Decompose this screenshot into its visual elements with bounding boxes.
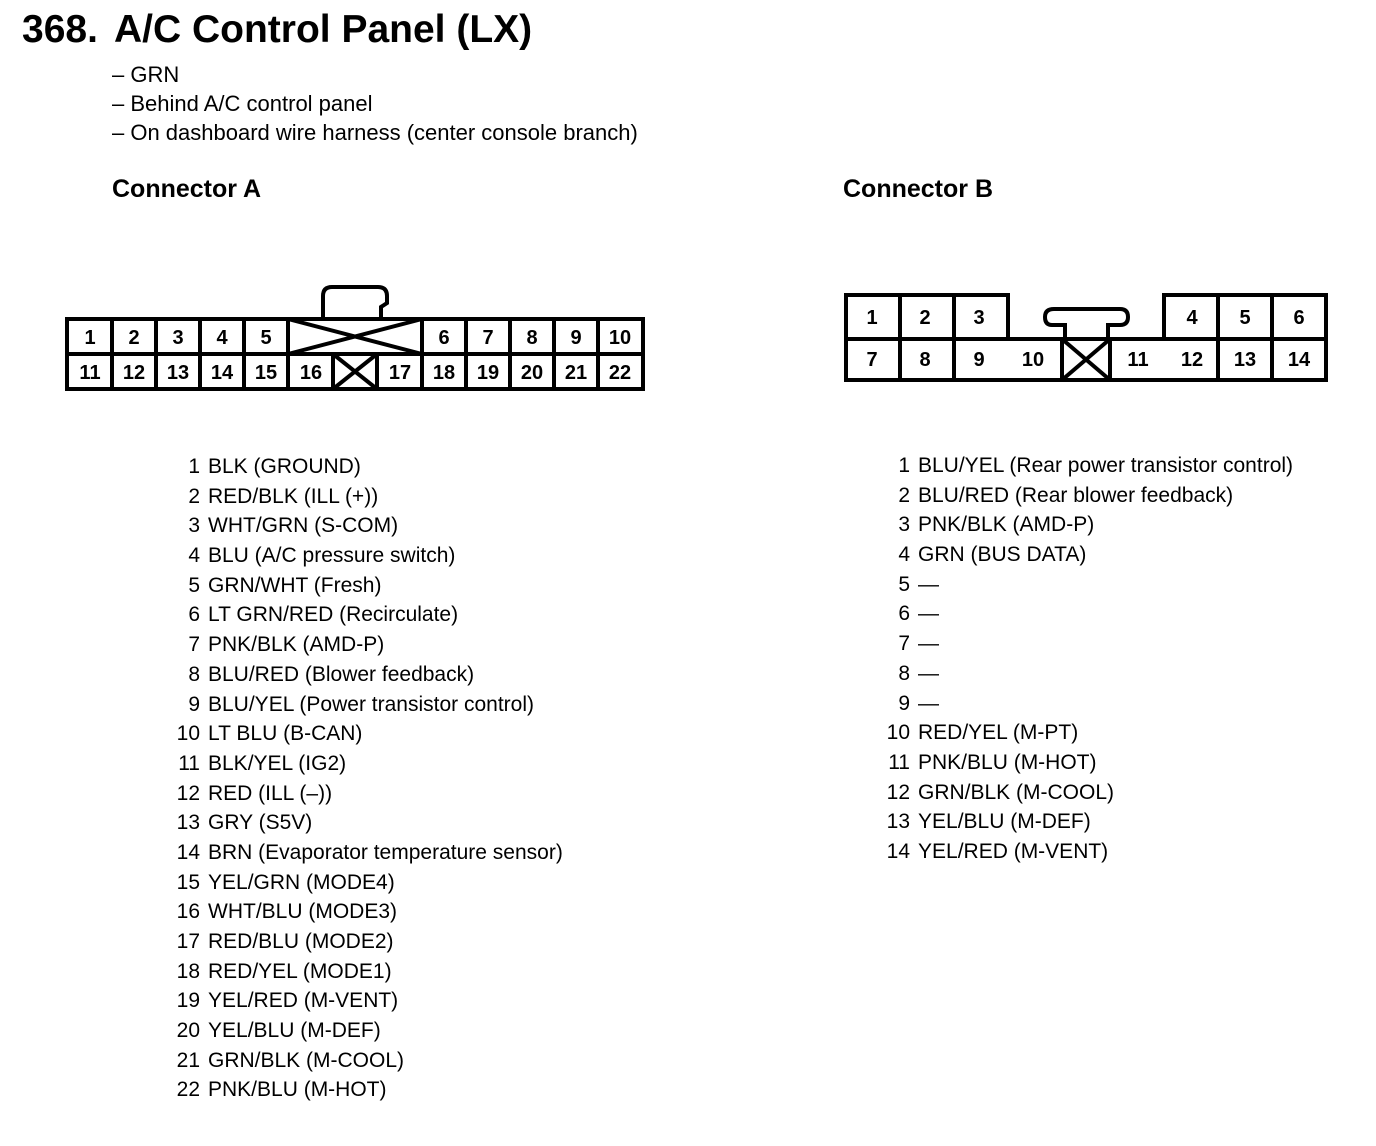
pin-row: [172, 452, 563, 482]
pin-row: [172, 779, 563, 809]
pin-label: 3: [172, 327, 184, 349]
pin-number: 14: [886, 839, 910, 863]
pin-label: 6: [438, 327, 450, 349]
section-title: A/C Control Panel (LX): [114, 8, 533, 51]
pin-row: [882, 807, 1293, 837]
pin-description: BLK/YEL (IG2): [208, 751, 347, 775]
note-item: – GRN: [112, 62, 180, 87]
pin-row: [882, 570, 1293, 600]
pin-description: GRN/WHT (Fresh): [208, 573, 382, 597]
pin-description: —: [918, 572, 939, 596]
pin-number: 6: [898, 602, 910, 626]
pin-description: RED (ILL (–)): [208, 781, 333, 805]
pin-description: BLK (GROUND): [208, 455, 361, 478]
pin-description: LT GRN/RED (Recirculate): [208, 603, 459, 627]
pin-row: [172, 868, 563, 898]
pin-number: 12: [176, 781, 200, 805]
pin-label: 5: [260, 327, 272, 349]
pin-row: [882, 599, 1293, 629]
pin-label: 2: [128, 327, 140, 349]
pin-description: —: [918, 632, 939, 656]
section-number: 368.: [22, 8, 98, 51]
pin-description: RED/BLK (ILL (+)): [208, 484, 379, 508]
pin-row: [172, 808, 563, 838]
pin-label: 7: [482, 327, 494, 349]
pin-description: YEL/RED (M-VENT): [208, 989, 399, 1013]
pin-number: 10: [886, 721, 910, 745]
pin-row: [172, 511, 563, 541]
pin-label: 20: [520, 362, 544, 384]
pin-number: 3: [188, 514, 200, 538]
pin-description: YEL/RED (M-VENT): [918, 839, 1109, 863]
pin-label: 15: [254, 362, 278, 384]
pin-number: 2: [188, 484, 200, 508]
connector-a-pin-list: [172, 452, 563, 1105]
pin-label: 10: [608, 327, 632, 349]
pin-number: 15: [176, 870, 200, 894]
pin-label: 21: [564, 362, 588, 384]
pin-row: [882, 837, 1293, 867]
pin-description: GRN (BUS DATA): [918, 543, 1087, 567]
pin-row: [882, 629, 1293, 659]
pin-label: 6: [1293, 307, 1305, 329]
pin-number: 2: [898, 483, 910, 507]
pin-label: 11: [1127, 349, 1149, 371]
pin-number: 13: [886, 810, 910, 834]
pin-description: BLU/RED (Blower feedback): [208, 662, 475, 686]
pin-number: 11: [178, 751, 200, 775]
pin-label: 4: [216, 327, 228, 349]
pin-description: —: [918, 661, 939, 685]
note-item: – On dashboard wire harness (center console branch): [112, 120, 638, 145]
connector-b-empty-cavity: [1062, 339, 1110, 380]
pin-description: BLU/YEL (Rear power transistor control): [918, 454, 1294, 477]
pin-row: [882, 451, 1293, 481]
pin-label: 19: [476, 362, 500, 384]
pin-row: [172, 897, 563, 927]
pin-row: [882, 510, 1293, 540]
pin-row: [172, 600, 563, 630]
pin-description: PNK/BLU (M-HOT): [918, 750, 1097, 774]
pin-description: WHT/BLU (MODE3): [208, 900, 397, 924]
pin-number: 7: [898, 632, 910, 656]
pin-label: 1: [84, 327, 96, 349]
pin-description: BLU/YEL (Power transistor control): [208, 692, 535, 716]
pin-label: 8: [526, 327, 538, 349]
pin-label: 9: [973, 349, 985, 371]
connector-b-heading: Connector B: [843, 175, 993, 203]
pin-label: 12: [122, 362, 146, 384]
pin-row: [882, 778, 1293, 808]
pin-label: 22: [608, 362, 632, 384]
pin-row: [172, 838, 563, 868]
pin-label: 18: [432, 362, 456, 384]
pin-number: 20: [176, 1019, 200, 1043]
pin-number: 8: [188, 662, 200, 686]
pin-description: RED/YEL (M-PT): [918, 721, 1079, 745]
pin-number: 9: [188, 692, 200, 716]
pin-label: 3: [973, 307, 985, 329]
connector-b-pin-list: [882, 451, 1293, 867]
pin-row: [172, 927, 563, 957]
connector-b-diagram: [0, 0, 1376, 420]
pin-number: 14: [176, 840, 200, 864]
pin-row: [172, 957, 563, 987]
pin-number: 6: [188, 603, 200, 627]
pin-row: [172, 1016, 563, 1046]
pin-number: 8: [898, 661, 910, 685]
connector-a-heading: Connector A: [112, 175, 262, 203]
pin-row: [172, 690, 563, 720]
pin-description: YEL/BLU (M-DEF): [208, 1019, 381, 1043]
pin-label: 14: [210, 362, 234, 384]
pin-row: [882, 540, 1293, 570]
pin-row: [882, 659, 1293, 689]
pin-label: 13: [166, 362, 190, 384]
pin-row: [172, 749, 563, 779]
pin-row: [882, 748, 1293, 778]
pin-label: 17: [388, 362, 412, 384]
pin-number: 1: [188, 455, 200, 478]
pin-row: [172, 1075, 563, 1105]
pin-label: 4: [1186, 307, 1198, 329]
pin-number: 10: [176, 722, 200, 746]
pin-row: [172, 541, 563, 571]
pin-row: [882, 481, 1293, 511]
pin-row: [882, 718, 1293, 748]
pin-row: [172, 719, 563, 749]
pin-row: [882, 689, 1293, 719]
pin-row: [172, 1046, 563, 1076]
pin-number: 11: [888, 750, 910, 774]
pin-description: PNK/BLU (M-HOT): [208, 1078, 387, 1102]
pin-label: 11: [79, 362, 101, 384]
pin-label: 7: [866, 349, 878, 371]
pin-description: —: [918, 691, 939, 715]
pin-number: 21: [176, 1048, 200, 1072]
connector-b-latch: [1045, 309, 1128, 339]
pin-row: [172, 482, 563, 512]
pin-number: 1: [898, 454, 910, 477]
pin-row: [172, 986, 563, 1016]
pin-description: RED/BLU (MODE2): [208, 930, 394, 953]
pin-description: RED/YEL (MODE1): [208, 959, 392, 983]
pin-row: [172, 630, 563, 660]
pin-number: 12: [886, 780, 910, 804]
pin-label: 1: [866, 307, 878, 329]
pin-label: 9: [570, 327, 582, 349]
pin-description: WHT/GRN (S-COM): [208, 514, 399, 538]
pin-number: 19: [176, 989, 200, 1013]
pin-description: PNK/BLK (AMD-P): [918, 513, 1095, 537]
pin-number: 5: [898, 572, 910, 596]
pin-label: 14: [1287, 349, 1311, 371]
pin-number: 5: [188, 573, 200, 597]
pin-description: BLU/RED (Rear blower feedback): [918, 483, 1234, 507]
pin-description: PNK/BLK (AMD-P): [208, 633, 385, 657]
pin-description: GRN/BLK (M-COOL): [918, 780, 1115, 804]
pin-label: 16: [299, 362, 323, 384]
pin-description: YEL/BLU (M-DEF): [918, 810, 1091, 834]
pin-number: 4: [898, 543, 910, 567]
pin-number: 22: [176, 1078, 200, 1102]
pin-number: 7: [188, 633, 200, 657]
pin-description: BLU (A/C pressure switch): [208, 544, 456, 568]
pin-number: 9: [898, 691, 910, 715]
pin-label: 8: [919, 349, 931, 371]
pin-row: [172, 571, 563, 601]
pin-description: GRY (S5V): [208, 811, 313, 835]
pin-description: GRN/BLK (M-COOL): [208, 1048, 405, 1072]
pin-label: 10: [1021, 349, 1045, 371]
pin-label: 2: [919, 307, 931, 329]
note-item: – Behind A/C control panel: [112, 91, 373, 116]
pin-number: 13: [176, 811, 200, 835]
pin-label: 12: [1180, 349, 1204, 371]
pin-description: LT BLU (B-CAN): [208, 722, 363, 746]
pin-description: YEL/GRN (MODE4): [208, 870, 395, 894]
pin-number: 18: [176, 959, 200, 983]
pin-number: 17: [176, 930, 200, 953]
pin-label: 13: [1233, 349, 1257, 371]
pin-label: 5: [1239, 307, 1251, 329]
pin-number: 4: [188, 544, 200, 568]
pin-description: —: [918, 602, 939, 626]
pin-description: BRN (Evaporator temperature sensor): [208, 840, 563, 864]
pin-number: 3: [898, 513, 910, 537]
pin-number: 16: [176, 900, 200, 924]
pin-row: [172, 660, 563, 690]
